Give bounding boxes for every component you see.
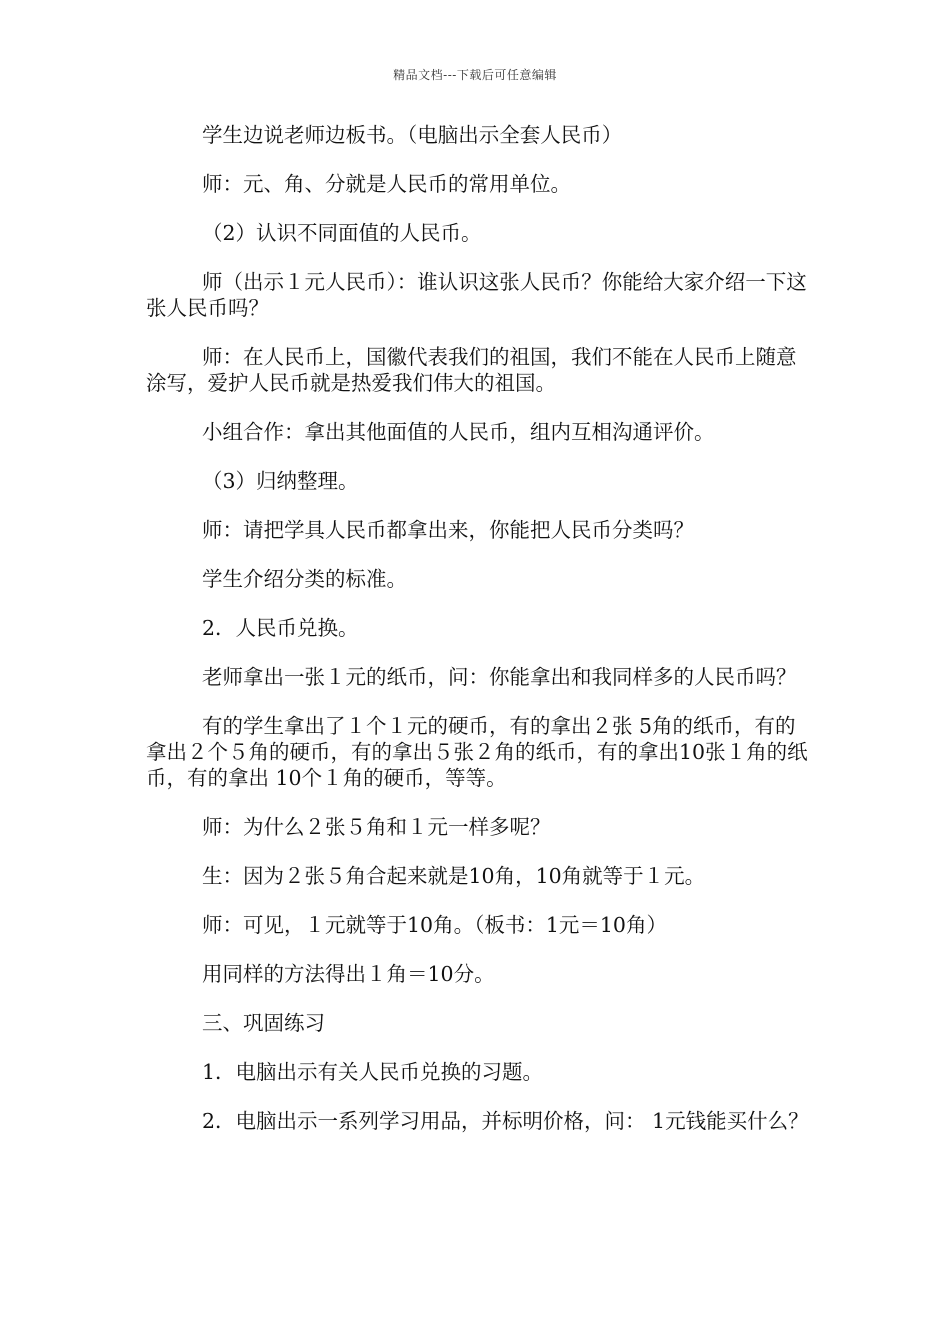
paragraph: 1．电脑出示有关人民币兑换的习题。 <box>202 1060 544 1084</box>
paragraph: （2）认识不同面值的人民币。 <box>202 221 482 245</box>
paragraph: 师（出示１元人民币）：谁认识这张人民币？你能给大家介绍一下这张人民币吗？ <box>146 270 807 320</box>
paragraph: 师：为什么２张５角和１元一样多呢？ <box>202 815 551 839</box>
paragraph: 师：可见，１元就等于10角。（板书：1元＝10角） <box>202 913 667 937</box>
paragraph: 师：元、角、分就是人民币的常用单位。 <box>202 172 571 196</box>
paragraph: 2．电脑出示一系列学习用品，并标明价格，问： 1元钱能买什么？ <box>202 1109 809 1133</box>
paragraph: 小组合作：拿出其他面值的人民币，组内互相沟通评价。 <box>202 420 715 444</box>
paragraph: 用同样的方法得出１角＝10分。 <box>202 962 495 986</box>
paragraph: 老师拿出一张１元的纸币，问：你能拿出和我同样多的人民币吗？ <box>202 665 797 689</box>
paragraph: 学生边说老师边板书。（电脑出示全套人民币） <box>202 123 623 147</box>
paragraph: 有的学生拿出了１个１元的硬币，有的拿出２张 5角的纸币，有的拿出２个５角的硬币，有的拿出５张２角的纸币，有的拿出10张１角的纸币，有的拿出 10个１角的硬币，等等。 <box>146 714 808 790</box>
page-header: 精品文档---下载后可任意编辑 <box>393 68 557 82</box>
paragraph: （3）归纳整理。 <box>202 469 359 493</box>
paragraph: 师：请把学具人民币都拿出来，你能把人民币分类吗？ <box>202 518 694 542</box>
paragraph: 生：因为２张５角合起来就是10角，10角就等于１元。 <box>202 864 706 888</box>
paragraph: 学生介绍分类的标准。 <box>202 567 407 591</box>
paragraph: 师：在人民币上，国徽代表我们的祖国，我们不能在人民币上随意涂写，爱护人民币就是热爱我们伟大的祖国。 <box>146 345 797 395</box>
section-heading: 三、巩固练习 <box>202 1011 325 1035</box>
document-body <box>146 122 810 1134</box>
section-heading: 2．人民币兑换。 <box>202 616 359 640</box>
